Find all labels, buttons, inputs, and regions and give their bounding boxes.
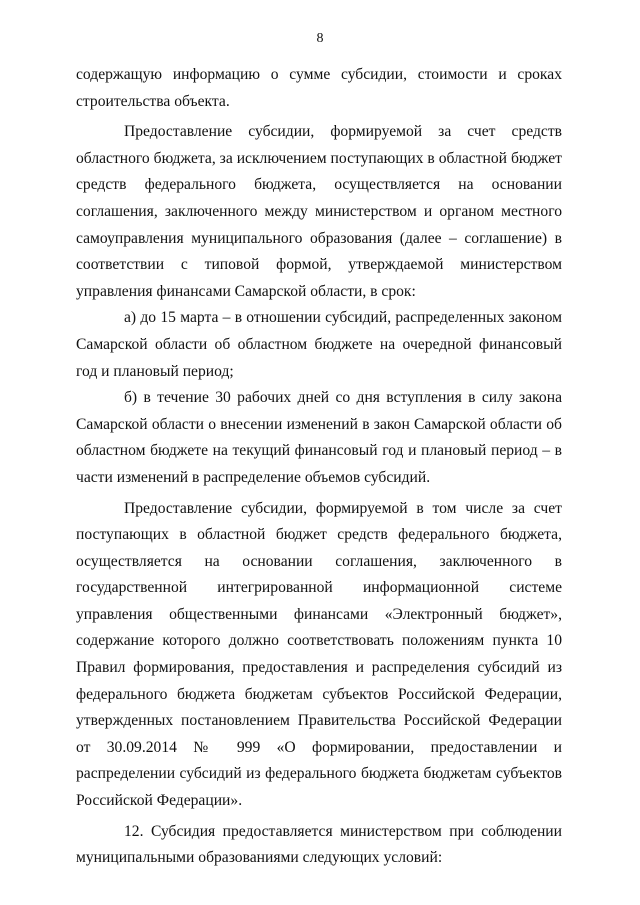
- document-body: [76, 62, 562, 872]
- paragraph-continuation: содержащую информацию о сумме субсидии, стоимости и сроках строительства объекта.: [76, 66, 562, 110]
- paragraph-item-a: а) до 15 марта – в отношении субсидий, распределенных законом Самарской области об областном бюджете на очередной финансовый год и плановый период;: [76, 309, 562, 380]
- paragraph-clause-12: 12. Субсидия предоставляется министерством при соблюдении муниципальными образованиями следующих условий:: [76, 822, 562, 867]
- paragraph-item-b: б) в течение 30 рабочих дней со дня вступления в силу закона Самарской области о внесении изменений в закон Самарской области об областном бюджете на текущий финансовый год и плановый период – в части изменений в распределение объемов субсидий.: [76, 389, 562, 486]
- paragraph-subsidy-regional: Предоставление субсидии, формируемой за счет средств областного бюджета, за исключением поступающих в областной бюджет средств федерального бюджета, осуществляется на основании соглашения, заключенного между министерством и органом местного самоуправления муниципального образования (далее – соглашение) в соответствии с типовой формой, утверждаемой министерством управления финансами Самарской области, в срок:: [76, 123, 562, 300]
- page-number: 8: [316, 31, 324, 46]
- paragraph-subsidy-federal: Предоставление субсидии, формируемой в том числе за счет поступающих в областной бюджет средств федерального бюджета, осуществляется на основании соглашения, заключенного в государственной интегрированной информационной системе управления общественными финансами «Электронный бюджет», содержание которого должно соответствовать положениям пункта 10 Правил формирования, предоставления и распределения субсидий из федерального бюджета бюджетам субъектов Российской Федерации, утвержденных постановлением Правительства Российской Федерации от 30.09.2014 № 999 «О формировании, предоставлении и распределении субсидий из федерального бюджета бюджетам субъектов Российской Федерации».: [76, 499, 562, 810]
